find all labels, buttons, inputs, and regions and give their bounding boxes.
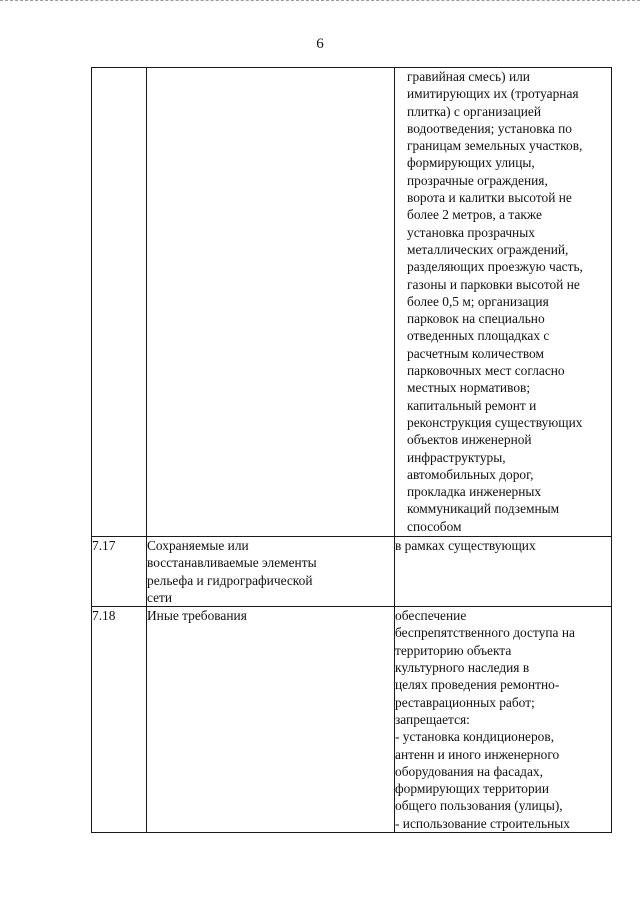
requirement-text-line: ворота и калитки высотой не (407, 190, 572, 206)
parameter-name-line: Сохраняемые или (147, 538, 249, 553)
requirement-text-line: более 2 метров, а также (407, 207, 542, 223)
requirement-text-line: имитирующих их (тротуарная (407, 86, 579, 102)
requirement-text-line: установка прозрачных (407, 224, 535, 240)
requirement-text-line: культурного наследия в (395, 660, 530, 676)
requirement-text-line: более 0,5 м; организация (407, 293, 549, 309)
requirement-text-line: в рамках существующих (395, 538, 536, 553)
requirement-text-line: прокладка инженерных (407, 484, 542, 500)
table-row (92, 68, 612, 537)
requirement-text-line: реконструкция существующих (407, 414, 583, 430)
requirement-text-line: парковочных мест согласно (407, 363, 565, 379)
requirement-text-line: способом (407, 518, 462, 534)
requirement-text-line: разделяющих проезжую часть, (407, 259, 583, 275)
requirement-text-line: обеспечение (395, 608, 467, 624)
requirement-text-line: отведенных площадках с (407, 328, 550, 344)
requirement-text-line: целях проведения ремонтно- (395, 677, 560, 693)
page-number: 6 (316, 36, 324, 52)
requirement-text-line: беспрепятственного доступа на (395, 625, 575, 641)
parameter-name-line: сети (147, 589, 173, 605)
requirement-text-line: прозрачные ограждения, (407, 172, 548, 188)
requirement-text-line: гравийная смесь) или (407, 69, 530, 84)
requirement-text-line: общего пользования (улицы), (395, 798, 563, 814)
requirement-text-line: плитка) с организацией (407, 103, 542, 119)
requirement-text-line: коммуникаций подземным (407, 501, 560, 517)
requirement-text-line: формирующих территории (395, 781, 549, 797)
requirement-text-line: запрещается: (395, 711, 470, 727)
requirement-text-line: расчетным количеством (407, 345, 544, 361)
row-parameter-name (147, 607, 395, 833)
row-parameter-name (147, 68, 395, 537)
row-number: 7.18 (92, 607, 147, 833)
requirement-text-line: формирующих улицы, (407, 155, 535, 171)
requirement-text-line: объектов инженерной (407, 432, 532, 448)
requirement-text-line: территорию объекта (395, 642, 512, 658)
requirement-text-line: местных нормативов; (407, 380, 531, 396)
requirement-text-line: - использование строительных (395, 815, 570, 831)
requirement-text-line: металлических ограждений, (407, 241, 569, 257)
parameter-name-line: рельефа и гидрографической (147, 572, 313, 588)
requirement-text-line: автомобильных дорог, (407, 466, 534, 482)
requirement-text-line: - установка кондиционеров, (395, 729, 555, 745)
requirement-text-line: парковок на специально (407, 311, 545, 327)
table-row (92, 537, 612, 607)
row-requirement-text (395, 607, 612, 833)
row-number: 7.17 (92, 537, 147, 607)
parameter-name-line: восстанавливаемые элементы (147, 555, 317, 571)
row-requirement-text (395, 68, 612, 537)
requirement-text-line: антенн и иного инженерного (395, 746, 560, 762)
row-requirement-text (395, 537, 612, 607)
requirement-text-line: инфраструктуры, (407, 449, 506, 465)
requirement-text-line: границам земельных участков, (407, 138, 583, 154)
requirement-text-line: газоны и парковки высотой не (407, 276, 580, 292)
row-number (92, 68, 147, 537)
requirement-text-line: водоотведения; установка по (407, 120, 572, 136)
requirement-text-line: реставрационных работ; (395, 694, 535, 710)
requirement-text-line: оборудования на фасадах, (395, 763, 543, 779)
requirement-text-line: капитальный ремонт и (407, 397, 537, 413)
row-parameter-name (147, 537, 395, 607)
parameter-name-line: Иные требования (147, 608, 247, 624)
page-top-edge (0, 0, 640, 4)
table-row (92, 607, 612, 833)
requirements-table (91, 67, 612, 833)
